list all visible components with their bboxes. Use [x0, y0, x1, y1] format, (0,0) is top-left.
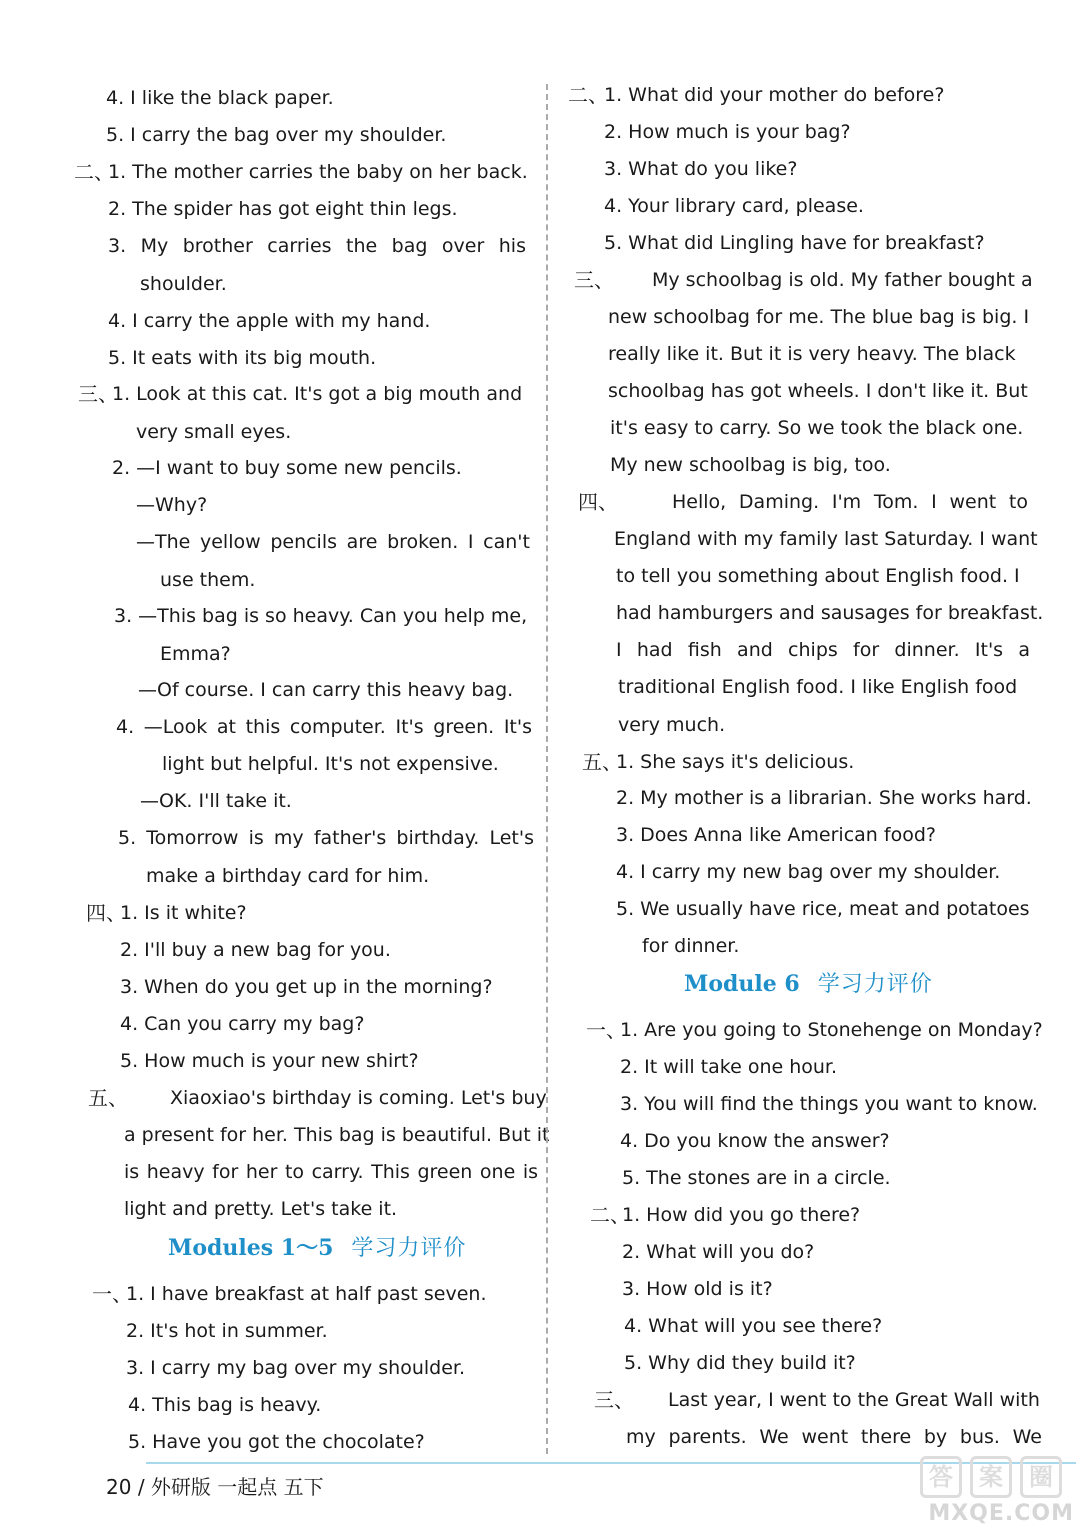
watermark — [914, 1456, 1074, 1526]
answer-line: 4. —Look at this computer. It's green. It's — [116, 716, 532, 738]
answer-line: 4. Do you know the answer? — [620, 1130, 890, 1152]
watermark-char: 答 — [920, 1456, 962, 1498]
answer-line: My new schoolbag is big, too. — [610, 454, 891, 476]
answer-line: 2. What will you do? — [622, 1241, 815, 1263]
heading-english: Module 6 — [684, 971, 800, 997]
answer-line: Hello, Daming. I'm Tom. I went to — [672, 491, 1028, 513]
answer-line: 2. —I want to buy some new pencils. — [112, 457, 462, 479]
section-marker: 二、 — [590, 1203, 630, 1227]
answer-line: 1. She says it's delicious. — [616, 751, 855, 773]
answer-line: for dinner. — [642, 935, 740, 957]
answer-line: really like it. But it is very heavy. The black — [608, 343, 1016, 365]
answer-line: 1. What did your mother do before? — [604, 84, 945, 106]
answer-line: a present for her. This bag is beautiful. But it — [124, 1124, 550, 1146]
answer-line: 2. The spider has got eight thin legs. — [108, 198, 458, 220]
answer-line: 3. When do you get up in the morning? — [120, 976, 493, 998]
answer-line: 3. My brother carries the bag over his — [108, 235, 526, 257]
answer-line: traditional English food. I like English food — [618, 676, 1018, 698]
answer-line: new schoolbag for me. The blue bag is big. I — [608, 306, 1030, 328]
answer-line: —The yellow pencils are broken. I can't — [136, 531, 530, 553]
answer-line: 5. The stones are in a circle. — [622, 1167, 891, 1189]
answer-line: I had fish and chips for dinner. It's a — [616, 639, 1030, 661]
section-marker: 三、 — [574, 268, 614, 292]
section-marker: 三、 — [78, 382, 118, 406]
answer-line: Emma? — [160, 643, 231, 665]
section-marker: 一、 — [92, 1282, 132, 1306]
answer-line: schoolbag has got wheels. I don't like it. But — [608, 380, 1028, 402]
answer-line: My schoolbag is old. My father bought a — [652, 269, 1033, 291]
answer-line: —Of course. I can carry this heavy bag. — [138, 679, 514, 701]
footer-slash: / — [137, 1475, 145, 1499]
section-marker: 五、 — [88, 1086, 128, 1110]
answer-line: 3. What do you like? — [604, 158, 798, 180]
answer-line: 3. You will find the things you want to know. — [620, 1093, 1038, 1115]
answer-line: England with my family last Saturday. I want — [614, 528, 1038, 550]
answer-line: 5. How much is your new shirt? — [120, 1050, 419, 1072]
answer-line: light but helpful. It's not expensive. — [162, 753, 499, 775]
section-marker: 五、 — [582, 750, 622, 774]
column-divider — [546, 84, 548, 1454]
heading-chinese: 学习力评价 — [817, 972, 933, 997]
footer-edition: 外研版 — [150, 1475, 211, 1499]
answer-line: 2. It will take one hour. — [620, 1056, 838, 1078]
page-footer — [106, 1474, 324, 1500]
answer-line: 2. It's hot in summer. — [126, 1320, 328, 1342]
heading-chinese: 学习力评价 — [351, 1236, 467, 1261]
section-marker: 四、 — [86, 901, 126, 925]
answer-line: very small eyes. — [136, 421, 292, 443]
answer-line: 3. Does Anna like American food? — [616, 824, 936, 846]
answer-line: shoulder. — [140, 273, 227, 295]
answer-line: is heavy for her to carry. This green one is — [124, 1161, 538, 1183]
footer-grade: 五下 — [283, 1475, 324, 1499]
answer-line: 1. The mother carries the baby on her back. — [108, 161, 528, 183]
answer-line: 5. We usually have rice, meat and potatoes — [616, 898, 1030, 920]
section-heading — [684, 970, 933, 999]
answer-line: 4. I like the black paper. — [106, 87, 334, 109]
heading-english: Modules 1～5 — [168, 1235, 334, 1261]
section-marker: 二、 — [568, 83, 608, 107]
answer-line: 4. What will you see there? — [624, 1315, 883, 1337]
answer-line: 5. What did Lingling have for breakfast? — [604, 232, 985, 254]
answer-line: use them. — [160, 569, 256, 591]
section-marker: 一、 — [586, 1018, 626, 1042]
answer-line: 2. How much is your bag? — [604, 121, 851, 143]
answer-line: 5. I carry the bag over my shoulder. — [106, 124, 447, 146]
section-marker: 三、 — [594, 1388, 634, 1412]
answer-line: 5. It eats with its big mouth. — [108, 347, 377, 369]
answer-line: Last year, I went to the Great Wall with — [668, 1389, 1040, 1411]
answer-line: to tell you something about English food. I — [616, 565, 1020, 587]
page-number: 20 — [106, 1475, 132, 1499]
section-marker: 四、 — [578, 490, 618, 514]
answer-line: 3. I carry my bag over my shoulder. — [126, 1357, 466, 1379]
answer-line: had hamburgers and sausages for breakfast. — [616, 602, 1044, 624]
answer-line: my parents. We went there by bus. We — [626, 1426, 1042, 1448]
watermark-url: MXQE.COM — [928, 1501, 1074, 1526]
answer-line: 2. My mother is a librarian. She works hard. — [616, 787, 1032, 809]
answer-line: 4. This bag is heavy. — [128, 1394, 322, 1416]
answer-line: 5. Tomorrow is my father's birthday. Let's — [118, 827, 534, 849]
answer-line: 3. How old is it? — [622, 1278, 773, 1300]
answer-line: light and pretty. Let's take it. — [124, 1198, 398, 1220]
answer-line: 4. Can you carry my bag? — [120, 1013, 365, 1035]
answer-line: 1. I have breakfast at half past seven. — [126, 1283, 487, 1305]
watermark-char: 圈 — [1020, 1456, 1062, 1498]
section-heading — [168, 1234, 466, 1263]
watermark-char: 案 — [970, 1456, 1012, 1498]
answer-line: 2. I'll buy a new bag for you. — [120, 939, 391, 961]
answer-line: 3. —This bag is so heavy. Can you help me, — [114, 605, 528, 627]
answer-line: 4. Your library card, please. — [604, 195, 864, 217]
footer-series: 一起点 — [217, 1475, 278, 1499]
answer-line: Xiaoxiao's birthday is coming. Let's buy — [170, 1087, 547, 1109]
answer-line: it's easy to carry. So we took the black one. — [610, 417, 1024, 439]
answer-line: —Why? — [136, 494, 208, 516]
answer-line: 4. I carry the apple with my hand. — [108, 310, 431, 332]
answer-line: very much. — [618, 714, 726, 736]
answer-line: 1. How did you go there? — [622, 1204, 861, 1226]
answer-line: 1. Are you going to Stonehenge on Monday? — [620, 1019, 1043, 1041]
answer-line: 1. Look at this cat. It's got a big mouth and — [112, 383, 523, 405]
answer-line: 5. Why did they build it? — [624, 1352, 856, 1374]
answer-line: —OK. I'll take it. — [140, 790, 292, 812]
answer-line: make a birthday card for him. — [146, 865, 430, 887]
answer-line: 5. Have you got the chocolate? — [128, 1431, 425, 1453]
section-marker: 二、 — [74, 160, 114, 184]
answer-line: 1. Is it white? — [120, 902, 247, 924]
answer-line: 4. I carry my new bag over my shoulder. — [616, 861, 1001, 883]
